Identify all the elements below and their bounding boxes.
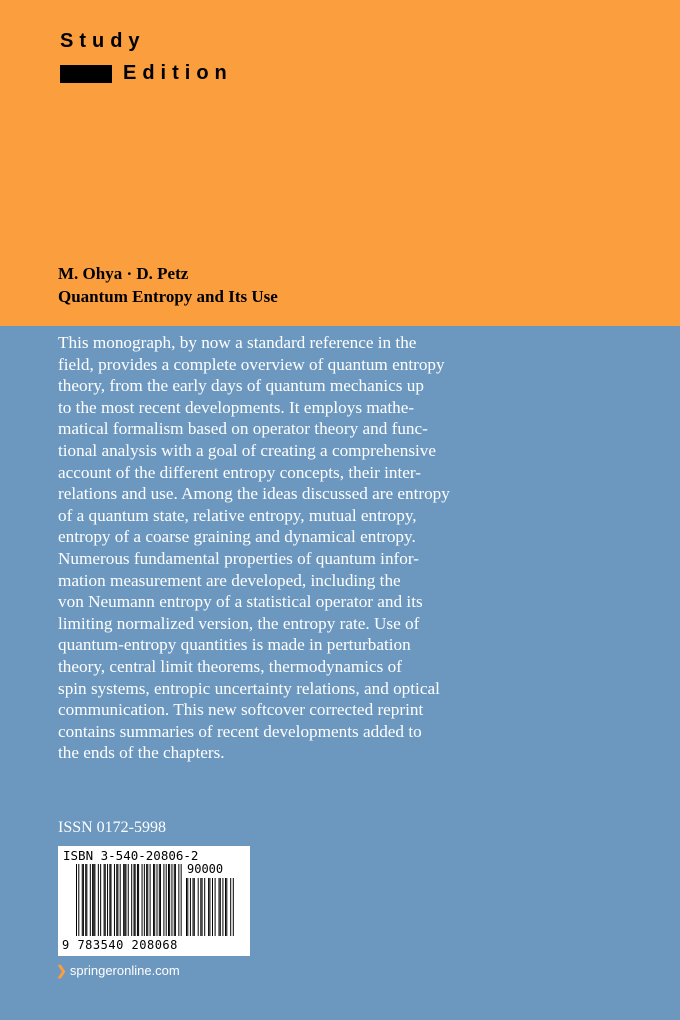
barcode-bar xyxy=(168,864,169,936)
barcode-addon-bar xyxy=(219,878,220,936)
barcode-bar xyxy=(181,864,182,936)
barcode-bar xyxy=(111,864,112,936)
barcode-addon-bar xyxy=(209,878,210,936)
barcode-addon-bar xyxy=(226,878,227,936)
description-line: relations and use. Among the ideas discussed are entropy xyxy=(58,484,450,504)
description-line: field, provides a complete overview of quantum entropy xyxy=(58,354,445,374)
barcode-bar xyxy=(153,864,154,936)
barcode-bar xyxy=(83,864,84,936)
barcode-bar xyxy=(124,864,125,936)
barcode-bar xyxy=(138,864,139,936)
barcode-addon-bar xyxy=(233,878,234,936)
description-line: matical formalism based on operator theory and func- xyxy=(58,419,428,439)
chevron-right-icon: ❯ xyxy=(56,963,67,978)
barcode-addon-bar xyxy=(198,878,199,936)
description-line: account of the different entropy concepts, their inter- xyxy=(58,462,421,482)
description-line: von Neumann entropy of a statistical operator and its xyxy=(58,592,423,612)
book-description xyxy=(58,332,528,764)
description-line: quantum-entropy quantities is made in perturbation xyxy=(58,635,411,655)
barcode-bar xyxy=(116,864,117,936)
barcode-bar xyxy=(120,864,121,936)
barcode-bar xyxy=(117,864,118,936)
barcode-bar xyxy=(86,864,87,936)
barcode-addon-bar xyxy=(222,878,223,936)
description-line: spin systems, entropic uncertainty relations, and optical xyxy=(58,678,440,698)
isbn-label: ISBN 3-540-20806-2 xyxy=(63,848,199,863)
barcode-addon-bar xyxy=(194,878,195,936)
barcode-bar xyxy=(134,864,135,936)
description-line: entropy of a coarse graining and dynamical entropy. xyxy=(58,527,416,547)
description-line: tional analysis with a goal of creating a comprehensive xyxy=(58,440,436,460)
barcode-bar xyxy=(94,864,95,936)
barcode-bar xyxy=(109,864,110,936)
orange-band xyxy=(0,0,680,326)
barcode-bar xyxy=(150,864,151,936)
barcode-addon-bar xyxy=(212,878,213,936)
barcode-addon-bar xyxy=(190,878,191,936)
barcode-addon-bar xyxy=(200,878,201,936)
barcode-addon-bar xyxy=(187,878,188,936)
barcode-bar xyxy=(76,864,77,936)
barcode-bar xyxy=(166,864,167,936)
barcode-addon-bar xyxy=(215,878,216,936)
barcode-bar xyxy=(100,864,101,936)
barcode-bar xyxy=(163,864,164,936)
description-line: limiting normalized version, the entropy rate. Use of xyxy=(58,613,420,633)
barcode-addon-bar xyxy=(193,878,194,936)
book-authors: M. Ohya · D. Petz xyxy=(58,264,189,283)
barcode-addon-number: 90000 xyxy=(187,862,224,876)
barcode-bar xyxy=(128,864,129,936)
barcode-bar xyxy=(174,864,175,936)
barcode-bar xyxy=(169,864,170,936)
series-label-study: Study xyxy=(60,30,146,52)
ean-number: 9 783540 208068 xyxy=(62,938,178,952)
description-line: This monograph, by now a standard reference in the xyxy=(58,333,417,352)
barcode-addon-bar xyxy=(220,878,221,936)
barcode-bar xyxy=(171,864,172,936)
barcode-bar xyxy=(78,864,79,936)
description-line: the ends of the chapters. xyxy=(58,743,225,763)
barcode-addon-bar xyxy=(186,878,187,936)
barcode-bar xyxy=(144,864,145,936)
barcode-bar xyxy=(137,864,138,936)
barcode-bar xyxy=(154,864,155,936)
barcode-bar xyxy=(142,864,143,936)
barcode-bar xyxy=(159,864,160,936)
barcode-bar xyxy=(105,864,106,936)
barcode-addon-bar xyxy=(204,878,205,936)
description-line: Numerous fundamental properties of quantum infor- xyxy=(58,548,419,568)
barcode-bar xyxy=(131,864,132,936)
barcode-bar xyxy=(146,864,147,936)
description-line: theory, central limit theorems, thermodynamics of xyxy=(58,656,402,676)
description-line: of a quantum state, relative entropy, mutual entropy, xyxy=(58,505,417,525)
barcode-bar xyxy=(123,864,124,936)
barcode-bar xyxy=(92,864,93,936)
description-line: theory, from the early days of quantum mechanics up xyxy=(58,376,424,396)
barcode-bar xyxy=(107,864,108,936)
barcode-bar xyxy=(178,864,179,936)
barcode-bar xyxy=(114,864,115,936)
issn-number: ISSN 0172-5998 xyxy=(58,819,167,836)
barcode-bar xyxy=(90,864,91,936)
barcode-bar xyxy=(135,864,136,936)
barcode-bar xyxy=(93,864,94,936)
series-black-bar xyxy=(60,65,112,83)
description-line: mation measurement are developed, including the xyxy=(58,570,401,590)
barcode-bar xyxy=(98,864,99,936)
barcode-addon-bar xyxy=(208,878,209,936)
description-line: communication. This new softcover corrected reprint xyxy=(58,700,424,720)
barcode-bar xyxy=(160,864,161,936)
barcode-bar xyxy=(82,864,83,936)
barcode-bar xyxy=(175,864,176,936)
publisher-url: springeronline.com xyxy=(69,963,180,978)
barcode-bar xyxy=(85,864,86,936)
publisher-link[interactable] xyxy=(56,963,180,979)
barcode-bar xyxy=(147,864,148,936)
barcode-box xyxy=(58,846,250,956)
barcode-addon-bar xyxy=(225,878,226,936)
description-line: to the most recent developments. It employs mathe- xyxy=(58,397,415,417)
barcode-bar xyxy=(125,864,126,936)
barcode-addon-bar xyxy=(230,878,231,936)
barcode-addon-bar xyxy=(202,878,203,936)
barcode-bar xyxy=(157,864,158,936)
series-label-edition: Edition xyxy=(123,62,233,84)
description-line: contains summaries of recent developments added to xyxy=(58,721,422,741)
book-title: Quantum Entropy and Its Use xyxy=(58,287,278,306)
barcode-bar xyxy=(104,864,105,936)
